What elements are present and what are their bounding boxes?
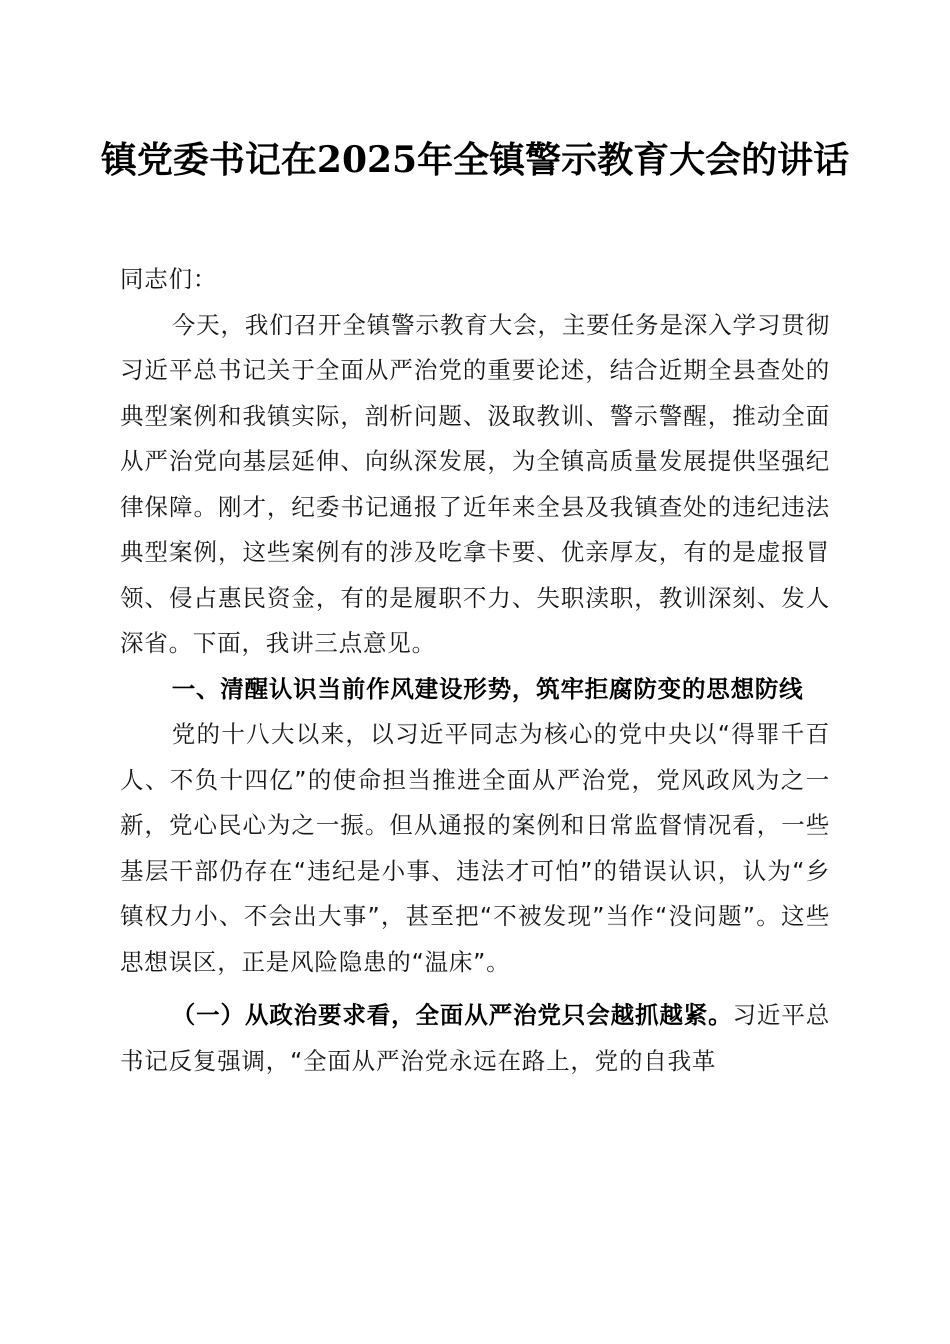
salutation: 同志们： <box>120 265 218 293</box>
document-body <box>120 257 830 1084</box>
section-heading: 一、清醒认识当前作风建设形势，筑牢拒腐防变的思想防线 <box>171 674 804 703</box>
section-paragraph: 党的十八大以来，以习近平同志为核心的党中央以“得罪千百人、不负十四亿”的使命担当推进全面从严治党，党风政风为之一新，党心民心为之一振。但从通报的案例和日常监督情况看，一些基层干部仍存在“违纪是小事、违法才可怕”的错误认识，认为“乡镇权力小、不会出大事”，甚至把“不被发现”当作“没问题”。这些思想误区，正是风险隐患的“温床”。 <box>120 720 830 976</box>
subsection-text: 习近平总书记反复强调，“全面从严治党永远在路上，党的自我革 <box>120 1001 831 1075</box>
subsection-lead: （一）从政治要求看，全面从严治党只会越抓越紧。 <box>171 1001 733 1029</box>
intro-paragraph: 今天，我们召开全镇警示教育大会，主要任务是深入学习贯彻习近平总书记关于全面从严治党的重要论述，结合近期全县查处的典型案例和我镇实际，剖析问题、汲取教训、警示警醒，推动全面从严治党向基层延伸、向纵深发展，为全镇高质量发展提供坚强纪律保障。刚才，纪委书记通报了近年来全县及我镇查处的违纪违法典型案例，这些案例有的涉及吃拿卡要、优亲厚友，有的是虚报冒领、侵占惠民资金，有的是履职不力、失职渎职，教训深刻、发人深省。下面，我讲三点意见。 <box>120 310 830 657</box>
subsection-paragraph <box>120 993 830 1084</box>
document-title: 镇党委书记在2025年全镇警示教育大会的讲话 <box>100 139 850 181</box>
